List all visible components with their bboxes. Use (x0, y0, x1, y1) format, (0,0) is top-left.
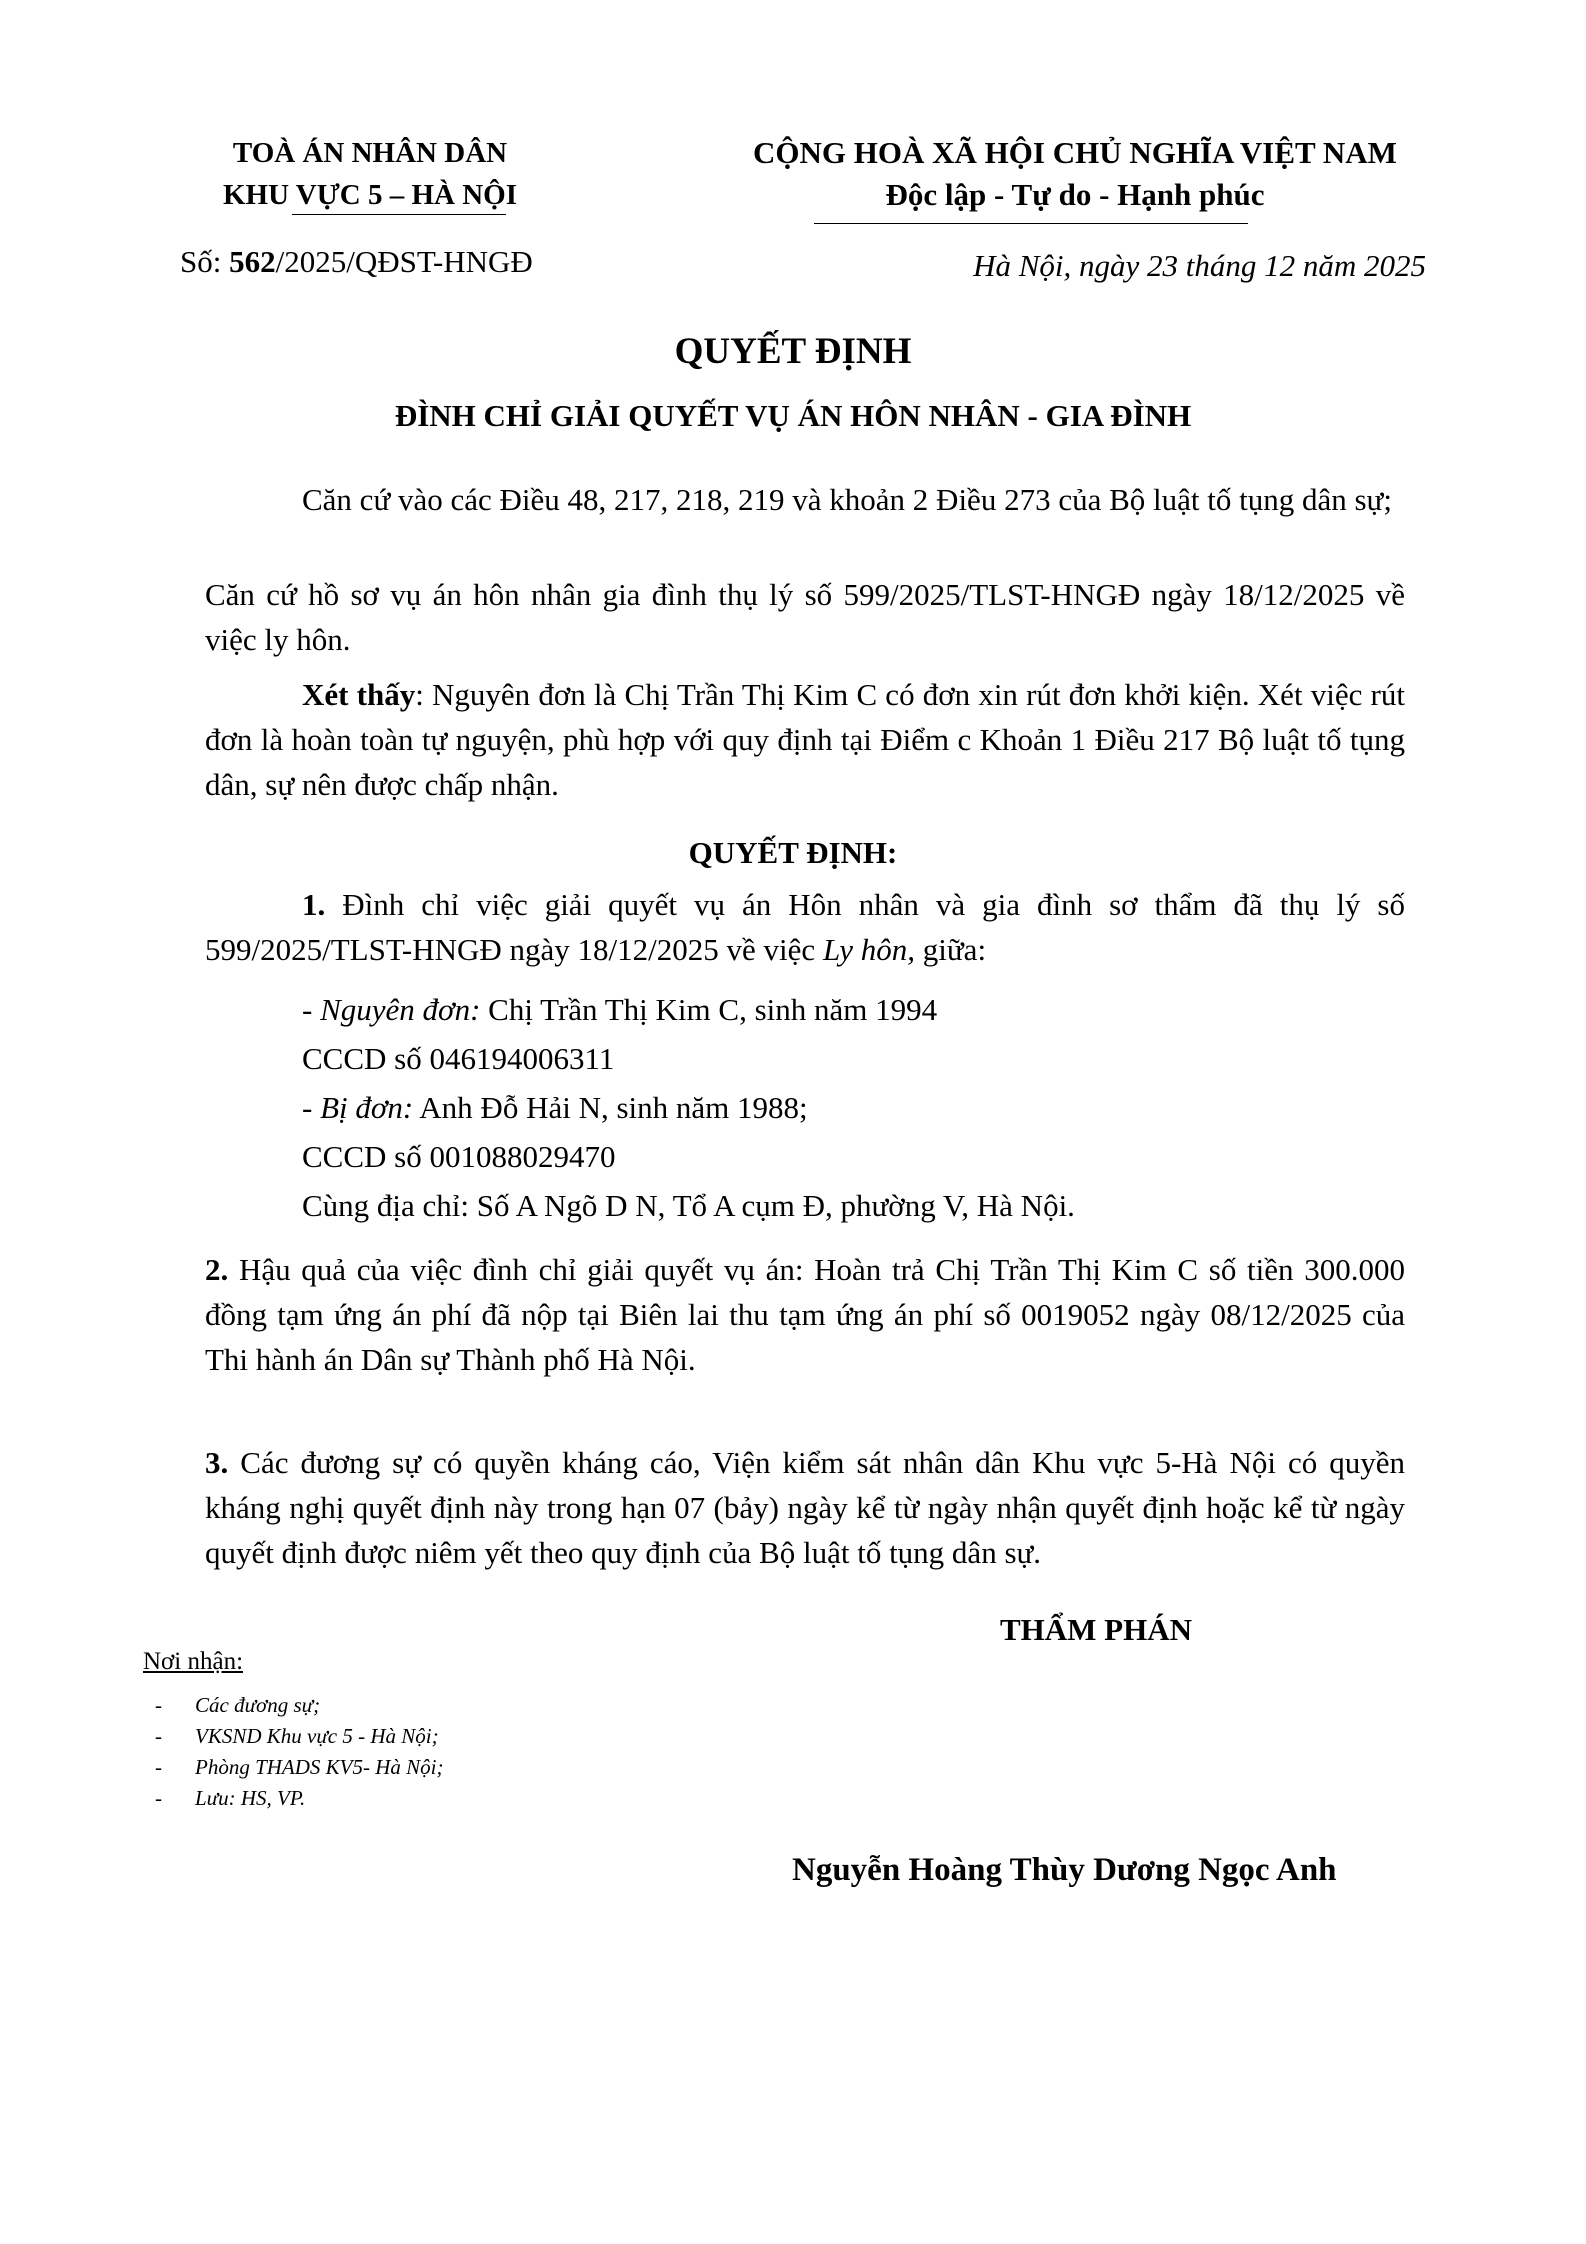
plaintiff-id: CCCD số 046194006311 (302, 1041, 615, 1076)
recipient-text: Lưu: HS, VP. (195, 1786, 306, 1810)
document-number (180, 244, 533, 280)
recipient-item (155, 1752, 444, 1783)
document-title: QUYẾT ĐỊNH (674, 331, 912, 372)
consideration-paragraph (205, 672, 1405, 807)
case-file-paragraph: Căn cứ hồ sơ vụ án hôn nhân gia đình thụ lý số 599/2025/TLST-HNGĐ ngày 18/12/2025 về việc ly hôn. (205, 577, 1405, 657)
recipients-list (155, 1690, 444, 1814)
motto: Độc lập - Tự do - Hạnh phúc (885, 177, 1265, 212)
decision-item-3-text: Các đương sự có quyền kháng cáo, Viện kiểm sát nhân dân Khu vực 5-Hà Nội có quyền kháng nghị quyết định này trong hạn 07 (bảy) ngày kể từ ngày nhận quyết định hoặc kể từ ngày quyết định được niêm yết theo quy định của Bộ luật tố tụng dân sự. (205, 1445, 1405, 1570)
defendant-line (302, 1083, 1075, 1132)
court-name (160, 132, 580, 216)
decision-item-1-text-a: Đình chỉ việc giải quyết vụ án Hôn nhân và gia đình sơ thẩm đã thụ lý số 599/2025/TLST-HNGĐ ngày 18/12/2025 về việc (205, 887, 1405, 967)
consideration-text: : Nguyên đơn là Chị Trần Thị Kim C có đơn xin rút đơn khởi kiện. Xét việc rút đơn là hoàn toàn tự nguyện, phù hợp với quy định tại Điểm c Khoản 1 Điều 217 Bộ luật tố tụng dân, sự nên được chấp nhận. (205, 677, 1405, 802)
recipient-item (155, 1783, 444, 1814)
recipients-title: Nơi nhận: (143, 1648, 244, 1675)
plaintiff-label: - Nguyên đơn: (302, 992, 481, 1027)
decision-item-3-number: 3. (205, 1445, 229, 1480)
place-date: Hà Nội, ngày 23 tháng 12 năm 2025 (973, 248, 1426, 283)
consideration-label: Xét thấy (302, 677, 416, 712)
recipient-item (155, 1721, 444, 1752)
legal-basis-paragraph: Căn cứ vào các Điều 48, 217, 218, 219 và khoản 2 Điều 273 của Bộ luật tố tụng dân sự; (302, 482, 1392, 517)
bullet-dash: - (155, 1693, 162, 1717)
judge-title: THẨM PHÁN (1000, 1612, 1193, 1647)
decision-item-2-text: Hậu quả của việc đình chỉ giải quyết vụ án: Hoàn trả Chị Trần Thị Kim C số tiền 300.000 đồng tạm ứng án phí đã nộp tại Biên lai thu tạm ứng án phí số 0019052 ngày 08/12/2025 của Thi hành án Dân sự Thành phố Hà Nội. (205, 1252, 1405, 1377)
defendant-id: CCCD số 001088029470 (302, 1139, 616, 1174)
defendant-label: - Bị đơn: (302, 1090, 414, 1125)
decision-item-2 (205, 1247, 1405, 1382)
document-number-prefix: Số: (180, 244, 230, 279)
plaintiff-line (302, 985, 1075, 1034)
bullet-dash: - (155, 1786, 162, 1810)
judge-name: Nguyễn Hoàng Thùy Dương Ngọc Anh (792, 1852, 1337, 1888)
document-number-bold: 562 (229, 244, 276, 279)
document-number-suffix: /2025/QĐST-HNGĐ (275, 244, 533, 279)
decision-item-1-number: 1. (302, 887, 326, 922)
bullet-dash: - (155, 1755, 162, 1779)
decision-item-3 (205, 1440, 1405, 1575)
shared-address: Cùng địa chỉ: Số A Ngõ D N, Tổ A cụm Đ, phường V, Hà Nội. (302, 1188, 1075, 1223)
bullet-dash: - (155, 1724, 162, 1748)
motto-underline (814, 223, 1248, 224)
national-motto (690, 132, 1460, 216)
country-name: CỘNG HOÀ XÃ HỘI CHỦ NGHĨA VIỆT NAM (753, 135, 1397, 170)
parties-block (302, 985, 1075, 1230)
defendant-value: Anh Đỗ Hải N, sinh năm 1988; (413, 1090, 808, 1125)
recipient-item (155, 1690, 444, 1721)
recipient-text: Phòng THADS KV5- Hà Nội; (195, 1755, 444, 1779)
decision-item-1 (205, 882, 1405, 972)
decision-heading: QUYẾT ĐỊNH: (688, 835, 898, 870)
decision-item-2-number: 2. (205, 1252, 229, 1287)
court-name-underline (292, 214, 506, 215)
document-subtitle: ĐÌNH CHỈ GIẢI QUYẾT VỤ ÁN HÔN NHÂN - GIA ĐÌNH (394, 398, 1192, 433)
recipient-text: Các đương sự; (195, 1693, 321, 1717)
court-name-line1: TOÀ ÁN NHÂN DÂN (232, 137, 508, 169)
recipient-text: VKSND Khu vực 5 - Hà Nội; (195, 1724, 439, 1748)
plaintiff-value: Chị Trần Thị Kim C, sinh năm 1994 (480, 992, 938, 1027)
court-name-line2: KHU VỰC 5 – HÀ NỘI (222, 179, 518, 211)
decision-item-1-italic: Ly hôn, (822, 932, 916, 967)
decision-item-1-text-b: giữa: (915, 932, 987, 967)
